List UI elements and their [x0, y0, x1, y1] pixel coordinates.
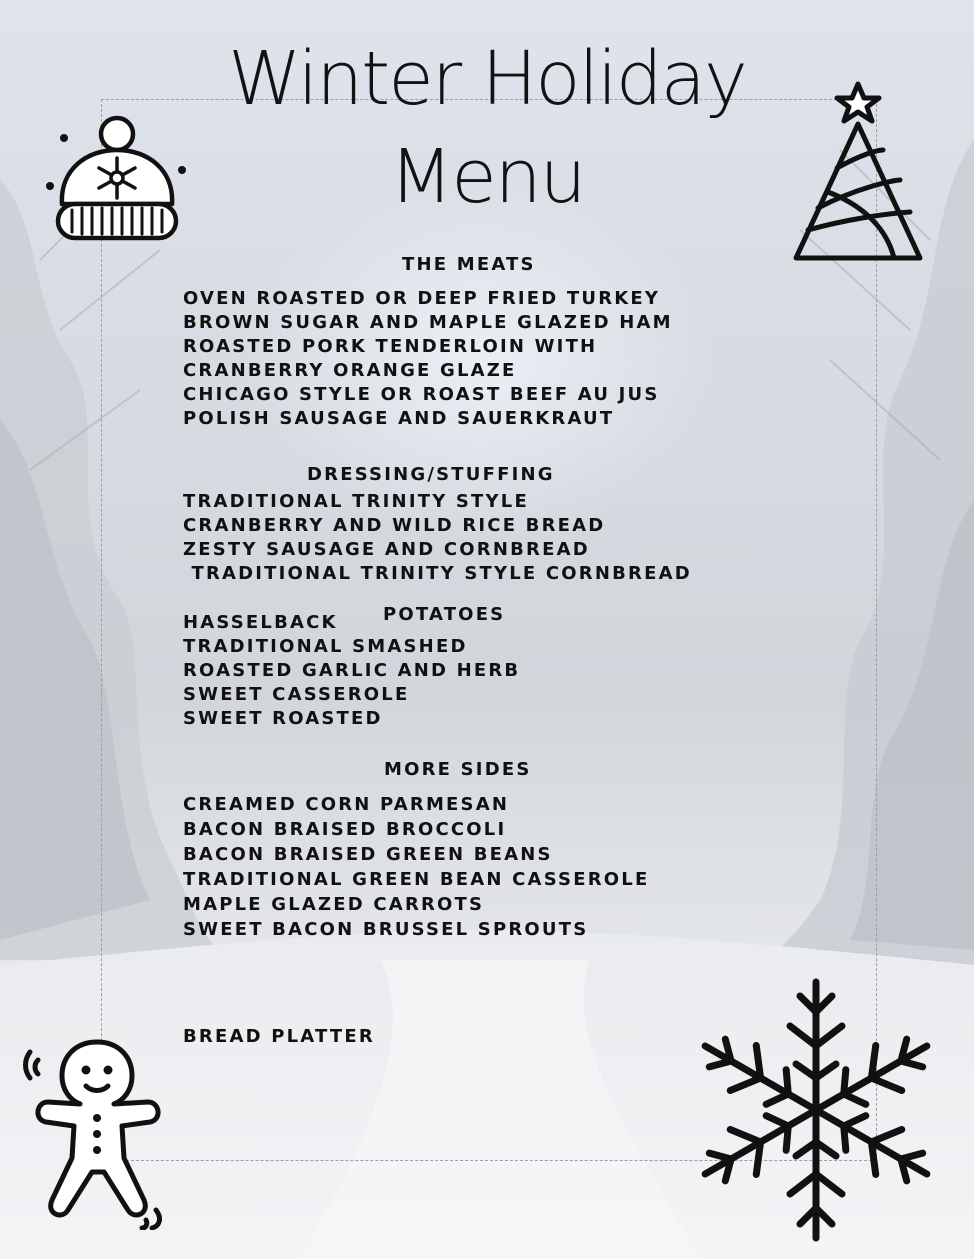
potatoes-heading: POTATOES [383, 604, 506, 625]
list-item: TRADITIONAL GREEN BEAN CASSEROLE [183, 869, 650, 890]
sides-heading: MORE SIDES [384, 759, 532, 780]
meats-list [183, 287, 673, 431]
list-item: BROWN SUGAR AND MAPLE GLAZED HAM [183, 312, 673, 333]
gingerbread-man-icon [22, 1034, 172, 1230]
list-item: ROASTED GARLIC AND HERB [183, 660, 521, 681]
list-item: TRADITIONAL TRINITY STYLE CORNBREAD [183, 563, 692, 584]
list-item: BACON BRAISED GREEN BEANS [183, 844, 553, 865]
title-line-2: Menu [389, 134, 585, 220]
list-item: TRADITIONAL TRINITY STYLE [183, 491, 529, 512]
winter-hat-icon [44, 112, 190, 246]
list-item: BACON BRAISED BROCCOLI [183, 819, 507, 840]
list-item: CHICAGO STYLE OR ROAST BEEF AU JUS [183, 384, 660, 405]
list-item: CRANBERRY ORANGE GLAZE [183, 360, 517, 381]
list-item: SWEET CASSEROLE [183, 684, 410, 705]
dressing-heading: DRESSING/STUFFING [307, 464, 555, 485]
list-item: HASSELBACK [183, 612, 338, 633]
snowflake-icon [696, 978, 936, 1242]
list-item: CRANBERRY AND WILD RICE BREAD [183, 515, 606, 536]
title-line-1: Winter Holiday [228, 36, 746, 122]
list-item: CREAMED CORN PARMESAN [183, 794, 510, 815]
list-item: SWEET BACON BRUSSEL SPROUTS [183, 919, 589, 940]
list-item: OVEN ROASTED OR DEEP FRIED TURKEY [183, 288, 661, 309]
list-item: TRADITIONAL SMASHED [183, 636, 468, 657]
meats-heading: THE MEATS [402, 254, 536, 275]
sides-list [183, 792, 649, 942]
bread-platter-item: BREAD PLATTER [183, 1026, 375, 1047]
list-item: POLISH SAUSAGE AND SAUERKRAUT [183, 408, 615, 429]
list-item: ZESTY SAUSAGE AND CORNBREAD [183, 539, 590, 560]
christmas-tree-icon [790, 80, 930, 266]
list-item: SWEET ROASTED [183, 708, 383, 729]
list-item: ROASTED PORK TENDERLOIN WITH [183, 336, 598, 357]
dressing-list [183, 490, 692, 586]
potatoes-list [183, 611, 520, 731]
list-item: MAPLE GLAZED CARROTS [183, 894, 485, 915]
